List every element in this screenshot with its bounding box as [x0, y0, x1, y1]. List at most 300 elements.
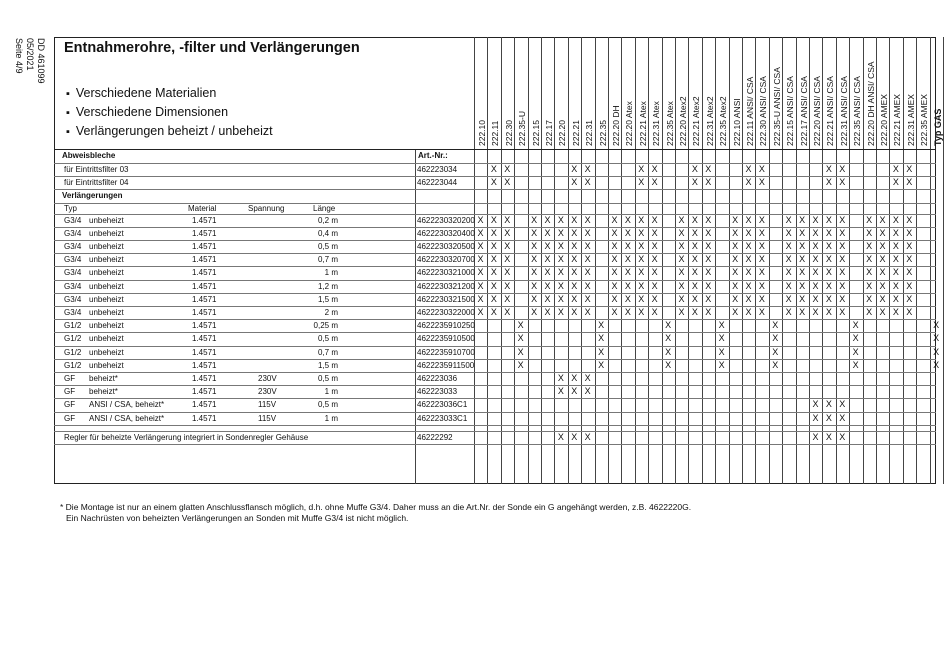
row-description: beheizt* — [89, 374, 118, 383]
applicability-mark: X — [584, 373, 591, 383]
applicability-mark: X — [691, 177, 698, 188]
applicability-mark: X — [490, 254, 497, 265]
feature-list — [66, 84, 273, 141]
applicability-mark: X — [799, 254, 806, 265]
applicability-mark: X — [504, 254, 511, 265]
applicability-mark: X — [718, 346, 725, 357]
column-header: 222.20 Atex2 — [678, 96, 688, 146]
row-length: 0,25 m — [313, 321, 338, 331]
doc-number: DD 461099 — [36, 38, 46, 84]
applicability-mark: X — [825, 241, 832, 251]
applicability-mark: X — [825, 307, 832, 317]
row-art-number: 4622235910500 — [417, 334, 475, 344]
row-length: 1,5 m — [317, 360, 338, 370]
column-header: 222.31 AMEX — [905, 94, 916, 146]
applicability-mark: X — [906, 254, 913, 265]
row-divider — [54, 332, 936, 333]
applicability-mark: X — [825, 177, 832, 188]
row-description: unbeheizt — [89, 347, 124, 357]
applicability-mark: X — [531, 254, 538, 265]
row-voltage: 115V — [258, 413, 277, 423]
applicability-mark: X — [651, 214, 658, 225]
column-divider — [849, 37, 850, 484]
applicability-mark: X — [584, 431, 591, 442]
row-art-number: 4622230320400 — [417, 228, 475, 238]
applicability-mark: X — [584, 227, 591, 238]
row-divider — [54, 359, 936, 360]
row-voltage: 115V — [258, 400, 277, 410]
applicability-mark: X — [732, 293, 739, 304]
applicability-mark: X — [825, 164, 832, 174]
row-material: 1.4571 — [192, 308, 217, 317]
applicability-mark: X — [745, 307, 752, 317]
header-rule — [54, 149, 936, 150]
applicability-mark: X — [598, 346, 605, 357]
applicability-mark: X — [839, 399, 846, 410]
applicability-mark: X — [624, 227, 631, 238]
applicability-mark: X — [732, 307, 739, 317]
column-divider — [415, 149, 416, 484]
row-material: 1.4571 — [192, 242, 217, 251]
applicability-mark: X — [691, 293, 698, 304]
row-material: 1.4571 — [192, 321, 217, 331]
applicability-mark: X — [892, 280, 899, 291]
applicability-mark: X — [584, 164, 591, 174]
applicability-mark: X — [745, 267, 752, 278]
row-voltage: 230V — [258, 387, 277, 397]
applicability-mark: X — [758, 214, 765, 225]
row-art-number: 4622230321000 — [417, 268, 475, 278]
applicability-mark: X — [571, 177, 578, 188]
applicability-mark: X — [598, 320, 605, 331]
applicability-mark: X — [799, 227, 806, 238]
applicability-mark: X — [477, 227, 484, 238]
applicability-mark: X — [638, 307, 645, 317]
section-title: Abweisbleche — [62, 151, 116, 160]
applicability-mark: X — [785, 293, 792, 304]
row-art-number: 4622230321200 — [417, 281, 475, 291]
applicability-mark: X — [571, 227, 578, 238]
applicability-mark: X — [477, 280, 484, 291]
applicability-mark: X — [544, 254, 551, 265]
row-material: 1.4571 — [192, 255, 217, 265]
applicability-mark: X — [571, 254, 578, 265]
applicability-mark: X — [571, 241, 578, 251]
applicability-mark: X — [866, 214, 873, 225]
applicability-mark: X — [812, 227, 819, 238]
row-length: 0,5 m — [317, 242, 338, 251]
applicability-mark: X — [584, 214, 591, 225]
row-description: unbeheizt — [89, 321, 124, 331]
column-divider — [916, 37, 917, 484]
applicability-mark: X — [504, 177, 511, 188]
row-length: 0,7 m — [317, 347, 338, 357]
applicability-mark: X — [584, 307, 591, 317]
row-length: 0,2 m — [317, 215, 338, 225]
applicability-mark: X — [799, 307, 806, 317]
applicability-mark: X — [638, 293, 645, 304]
column-header: 222.21 Atex — [637, 101, 648, 146]
applicability-mark: X — [584, 254, 591, 265]
document-id — [13, 38, 46, 118]
applicability-mark: X — [678, 293, 685, 304]
applicability-mark: X — [812, 214, 819, 225]
applicability-mark: X — [691, 280, 698, 291]
applicability-mark: X — [638, 164, 645, 174]
applicability-mark: X — [866, 267, 873, 278]
applicability-mark: X — [678, 307, 685, 317]
applicability-mark: X — [812, 293, 819, 304]
row-length: 0,5 m — [317, 374, 338, 383]
applicability-mark: X — [557, 373, 564, 383]
applicability-mark: X — [504, 267, 511, 278]
applicability-mark: X — [906, 280, 913, 291]
column-header: 222.20 DH — [611, 105, 621, 146]
applicability-mark: X — [745, 280, 752, 291]
applicability-mark: X — [879, 307, 886, 317]
row-material: 1.4571 — [192, 294, 217, 304]
applicability-mark: X — [799, 293, 806, 304]
applicability-mark: X — [825, 267, 832, 278]
row-art-number: 4622235911500 — [417, 360, 475, 370]
applicability-mark: X — [624, 280, 631, 291]
applicability-mark: X — [705, 307, 712, 317]
column-header: 222.31 Atex — [651, 101, 662, 146]
applicability-mark: X — [678, 227, 685, 238]
applicability-mark: X — [651, 177, 658, 188]
applicability-mark: X — [557, 280, 564, 291]
applicability-mark: X — [490, 280, 497, 291]
applicability-mark: X — [892, 177, 899, 188]
column-header: 222.17 — [544, 120, 554, 146]
applicability-mark: X — [839, 227, 846, 238]
applicability-mark: X — [584, 267, 591, 278]
applicability-mark: X — [504, 307, 511, 317]
applicability-mark: X — [598, 333, 605, 344]
column-divider — [769, 37, 770, 484]
applicability-mark: X — [638, 280, 645, 291]
applicability-mark: X — [665, 320, 672, 331]
applicability-mark: X — [758, 241, 765, 251]
doc-date: 05/2021 — [25, 38, 35, 71]
applicability-mark: X — [691, 214, 698, 225]
art-number-header: Art.-Nr.: — [418, 151, 448, 160]
applicability-mark: X — [825, 399, 832, 410]
applicability-mark: X — [531, 307, 538, 317]
applicability-mark: X — [504, 280, 511, 291]
applicability-mark: X — [531, 241, 538, 251]
applicability-mark: X — [490, 307, 497, 317]
applicability-mark: X — [678, 280, 685, 291]
feature-item: ▪ Verschiedene Dimensionen — [66, 103, 273, 122]
applicability-mark: X — [544, 267, 551, 278]
applicability-mark: X — [691, 241, 698, 251]
applicability-mark: X — [705, 177, 712, 188]
row-length: 2 m — [324, 308, 338, 317]
applicability-mark: X — [718, 333, 725, 344]
applicability-mark: X — [785, 267, 792, 278]
column-divider — [943, 37, 944, 484]
applicability-mark: X — [852, 359, 859, 370]
row-art-number: 4622230320500 — [417, 242, 475, 251]
applicability-mark: X — [691, 254, 698, 265]
applicability-mark: X — [584, 293, 591, 304]
row-divider — [54, 444, 936, 445]
applicability-mark: X — [598, 359, 605, 370]
applicability-mark: X — [477, 307, 484, 317]
applicability-mark: X — [839, 431, 846, 442]
column-header: 222.15 — [530, 120, 541, 146]
applicability-mark: X — [825, 431, 832, 442]
applicability-mark: X — [839, 280, 846, 291]
column-header: 222.20 Atex — [624, 101, 635, 146]
row-type: GF — [64, 374, 76, 383]
applicability-mark: X — [718, 359, 725, 370]
row-art-number: 4622235910700 — [417, 347, 475, 357]
applicability-mark: X — [772, 346, 779, 357]
applicability-mark: X — [892, 254, 899, 265]
applicability-mark: X — [557, 431, 564, 442]
row-divider — [54, 431, 936, 432]
applicability-mark: X — [678, 267, 685, 278]
applicability-mark: X — [745, 241, 752, 251]
column-header: 222.35 Atex — [664, 101, 675, 146]
applicability-mark: X — [638, 267, 645, 278]
applicability-mark: X — [758, 307, 765, 317]
applicability-mark: X — [571, 164, 578, 174]
applicability-mark: X — [490, 177, 497, 188]
applicability-mark: X — [772, 320, 779, 331]
applicability-mark: X — [624, 254, 631, 265]
column-header: Typ GAS — [932, 108, 943, 146]
row-divider — [54, 372, 936, 373]
column-header: 222.30 — [503, 120, 514, 146]
column-divider — [662, 37, 663, 484]
row-art-number: 4622230322000 — [417, 308, 475, 317]
applicability-mark: X — [812, 431, 819, 442]
applicability-mark: X — [651, 293, 658, 304]
applicability-mark: X — [531, 267, 538, 278]
column-header: 222.35 — [597, 120, 608, 146]
applicability-mark: X — [571, 373, 578, 383]
applicability-mark: X — [906, 307, 913, 317]
applicability-mark: X — [825, 214, 832, 225]
column-header: 222.20 DH ANSI/ CSA — [865, 61, 876, 146]
sub-header-voltage: Spannung — [248, 203, 285, 213]
applicability-mark: X — [745, 293, 752, 304]
row-description: unbeheizt — [89, 255, 124, 265]
applicability-mark: X — [799, 267, 806, 278]
column-header: 222.11 — [490, 120, 501, 146]
row-divider — [54, 346, 936, 347]
applicability-mark: X — [839, 267, 846, 278]
applicability-mark: X — [906, 227, 913, 238]
applicability-mark: X — [839, 293, 846, 304]
row-description: unbeheizt — [89, 242, 124, 251]
applicability-mark: X — [839, 254, 846, 265]
applicability-mark: X — [584, 280, 591, 291]
applicability-mark: X — [544, 307, 551, 317]
applicability-mark: X — [745, 164, 752, 174]
footnote-line: * Die Montage ist nur an einem glatten Anschlussflansch möglich, d.h. ohne Muffe G3/4. Daher muss an die Art.Nr. der Sonde ein G angehängt werden, z.B. 4622220G. — [60, 502, 692, 512]
applicability-mark: X — [732, 227, 739, 238]
applicability-mark: X — [624, 214, 631, 225]
applicability-mark: X — [638, 227, 645, 238]
applicability-mark: X — [691, 307, 698, 317]
row-description: unbeheizt — [89, 215, 124, 225]
column-header: 222.35 Atex2 — [718, 96, 729, 146]
applicability-mark: X — [517, 333, 524, 344]
column-header: 222.35 AMEX — [919, 94, 930, 146]
row-type: G3/4 — [64, 308, 82, 317]
applicability-mark: X — [490, 214, 497, 225]
row-length: 1 m — [324, 413, 338, 423]
applicability-mark: X — [611, 293, 618, 304]
row-description: beheizt* — [89, 387, 118, 397]
applicability-mark: X — [879, 214, 886, 225]
applicability-mark: X — [785, 214, 792, 225]
row-length: 1 m — [324, 387, 338, 397]
applicability-mark: X — [812, 267, 819, 278]
applicability-mark: X — [839, 241, 846, 251]
column-header: 222.21 AMEX — [892, 94, 903, 146]
row-length: 0,7 m — [317, 255, 338, 265]
applicability-mark: X — [933, 359, 940, 370]
applicability-mark: X — [745, 254, 752, 265]
applicability-mark: X — [691, 267, 698, 278]
applicability-mark: X — [571, 386, 578, 397]
applicability-mark: X — [531, 214, 538, 225]
applicability-mark: X — [758, 177, 765, 188]
applicability-mark: X — [651, 227, 658, 238]
applicability-mark: X — [718, 320, 725, 331]
row-description: unbeheizt — [89, 294, 124, 304]
applicability-mark: X — [906, 267, 913, 278]
applicability-mark: X — [571, 214, 578, 225]
applicability-mark: X — [866, 280, 873, 291]
applicability-mark: X — [852, 333, 859, 344]
column-header: 222.20 AMEX — [879, 94, 889, 146]
applicability-mark: X — [490, 164, 497, 174]
applicability-mark: X — [665, 346, 672, 357]
applicability-mark: X — [611, 307, 618, 317]
applicability-mark: X — [611, 214, 618, 225]
row-description: für Eintrittsfilter 03 — [64, 165, 129, 174]
row-art-number: 46222292 — [417, 432, 453, 442]
row-length: 0,5 m — [317, 400, 338, 410]
applicability-mark: X — [557, 227, 564, 238]
row-material: 1.4571 — [192, 215, 217, 225]
applicability-mark: X — [892, 307, 899, 317]
applicability-mark: X — [879, 267, 886, 278]
row-description: ANSI / CSA, beheizt* — [89, 400, 165, 410]
column-divider — [595, 37, 596, 484]
applicability-mark: X — [825, 280, 832, 291]
sub-header-length: Länge — [313, 203, 336, 213]
row-type: G1/2 — [64, 321, 82, 331]
column-divider — [514, 37, 515, 484]
row-type: G3/4 — [64, 268, 82, 278]
column-header: 222.35-U — [517, 111, 528, 146]
applicability-mark: X — [531, 227, 538, 238]
row-art-number: 4622230320200 — [417, 215, 475, 225]
applicability-mark: X — [691, 164, 698, 174]
applicability-mark: X — [732, 267, 739, 278]
row-type: G1/2 — [64, 360, 82, 370]
row-material: 1.4571 — [192, 413, 217, 423]
applicability-mark: X — [812, 412, 819, 423]
applicability-mark: X — [758, 254, 765, 265]
applicability-mark: X — [879, 293, 886, 304]
row-art-number: 462223036 — [417, 374, 458, 383]
row-divider — [54, 319, 936, 320]
applicability-mark: X — [892, 214, 899, 225]
row-art-number: 4622230321500 — [417, 294, 475, 304]
applicability-mark: X — [812, 241, 819, 251]
section-title: Verlängerungen — [62, 191, 123, 201]
applicability-mark: X — [544, 293, 551, 304]
column-header: 222.31 Atex2 — [704, 96, 715, 146]
row-type: G3/4 — [64, 294, 82, 304]
row-divider — [54, 385, 936, 386]
applicability-mark: X — [557, 293, 564, 304]
applicability-mark: X — [705, 254, 712, 265]
applicability-mark: X — [785, 241, 792, 251]
applicability-mark: X — [705, 267, 712, 278]
applicability-mark: X — [477, 267, 484, 278]
applicability-mark: X — [557, 307, 564, 317]
applicability-mark: X — [517, 346, 524, 357]
applicability-mark: X — [490, 267, 497, 278]
row-description: unbeheizt — [89, 281, 124, 291]
column-header: 222.30 ANSI/ CSA — [758, 76, 769, 146]
applicability-mark: X — [758, 293, 765, 304]
row-material: 1.4571 — [192, 268, 217, 278]
applicability-mark: X — [892, 164, 899, 174]
applicability-mark: X — [611, 254, 618, 265]
applicability-mark: X — [892, 227, 899, 238]
applicability-mark: X — [691, 227, 698, 238]
row-description: Regler für beheizte Verlängerung integriert in Sondenregler Gehäuse — [64, 432, 309, 442]
applicability-mark: X — [477, 293, 484, 304]
row-description: unbeheizt — [89, 228, 124, 238]
footnote — [60, 502, 691, 524]
row-type: GF — [64, 387, 76, 397]
applicability-mark: X — [584, 241, 591, 251]
column-divider — [930, 37, 931, 484]
applicability-mark: X — [879, 227, 886, 238]
applicability-mark: X — [705, 227, 712, 238]
applicability-mark: X — [839, 214, 846, 225]
row-description: unbeheizt — [89, 334, 124, 344]
row-material: 1.4571 — [192, 347, 217, 357]
applicability-mark: X — [758, 280, 765, 291]
row-type: G1/2 — [64, 334, 82, 344]
applicability-mark: X — [490, 227, 497, 238]
applicability-mark: X — [517, 320, 524, 331]
column-header: 222.11 ANSI/ CSA — [745, 76, 755, 146]
applicability-mark: X — [504, 293, 511, 304]
applicability-mark: X — [705, 293, 712, 304]
row-voltage: 230V — [258, 374, 277, 383]
applicability-mark: X — [705, 280, 712, 291]
column-header: 222.21 — [570, 120, 581, 146]
applicability-mark: X — [624, 241, 631, 251]
applicability-mark: X — [933, 346, 940, 357]
applicability-mark: X — [866, 254, 873, 265]
applicability-mark: X — [557, 386, 564, 397]
column-header: 222.20 — [557, 120, 568, 146]
